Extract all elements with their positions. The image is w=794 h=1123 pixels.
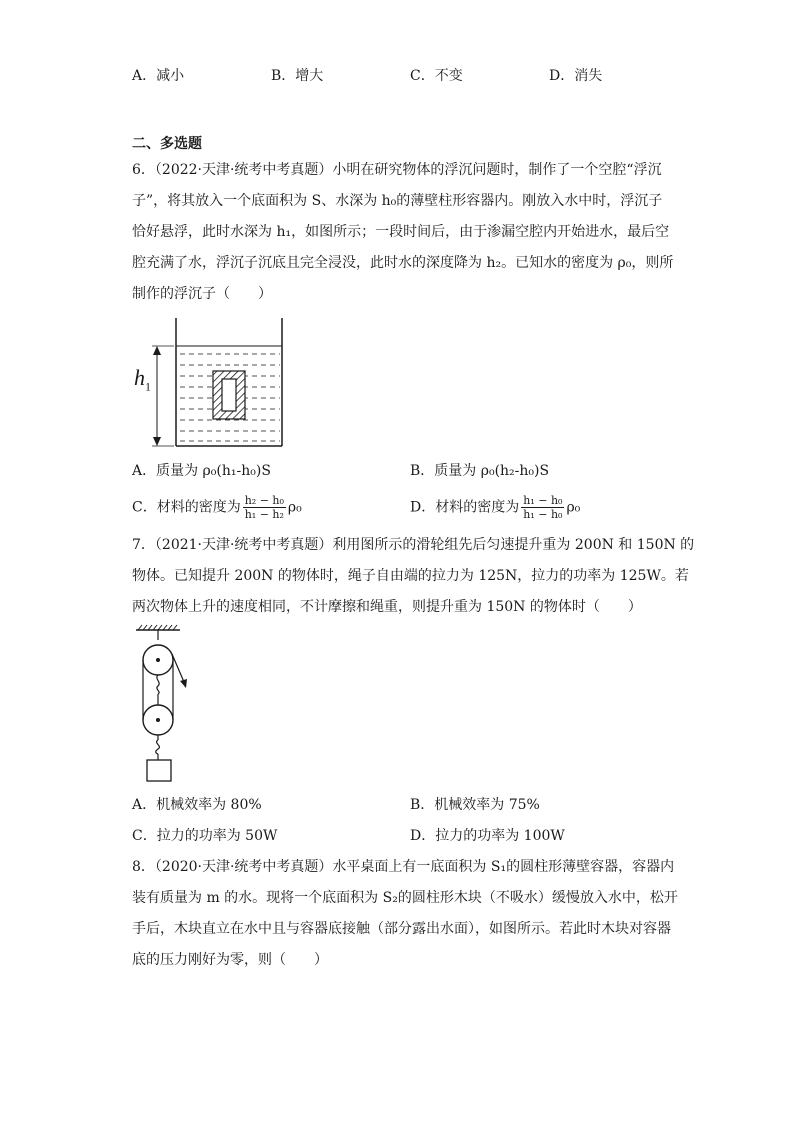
q8-line-2: 装有质量为 m 的水。现将一个底面积为 S₂的圆柱形木块（不吸水）缓慢放入水中，松开 <box>132 890 678 906</box>
q6-line-1: 6．（2022·天津·统考中考真题）小明在研究物体的浮沉问题时，制作了一个空腔“浮沉 <box>132 162 662 178</box>
q6-option-d-prefix: D．材料的密度为 <box>410 499 520 516</box>
q7-line-1: 7．（2021·天津·统考中考真题）利用图所示的滑轮组先后匀速提升重为 200N 和 150N 的 <box>132 537 695 553</box>
q7-option-b: B．机械效率为 75% <box>410 797 540 813</box>
q6-option-a: A．质量为 ρ₀(h₁-h₀)S <box>132 463 271 479</box>
q5-option-d: D．消失 <box>549 68 603 84</box>
q6-line-4: 腔充满了水，浮沉子沉底且完全浸没，此时水的深度降为 h₂。已知水的密度为 ρ₀，则所 <box>132 255 674 271</box>
q5-option-c: C．不变 <box>410 68 463 84</box>
q6-line-2: 子”，将其放入一个底面积为 S、水深为 h₀的薄壁柱形容器内。刚放入水中时，浮沉子 <box>132 193 663 209</box>
q6-option-b: B．质量为 ρ₀(h₂-h₀)S <box>410 463 550 479</box>
q5-option-a: A．减小 <box>132 68 185 84</box>
q7-line-3: 两次物体上升的速度相同，不计摩擦和绳重，则提升重为 150N 的物体时（ ） <box>132 599 642 615</box>
q8-line-3: 手后，木块直立在水中且与容器底接触（部分露出水面），如图所示。若此时木块对容器 <box>132 921 671 937</box>
q6-option-c-suffix: ρ₀ <box>287 499 302 516</box>
q6-line-5: 制作的浮沉子（ ） <box>132 286 272 302</box>
q7-option-a: A．机械效率为 80% <box>132 797 262 813</box>
q5-option-b: B．增大 <box>271 68 324 84</box>
q7-line-2: 物体。已知提升 200N 的物体时，绳子自由端的拉力为 125N，拉力的功率为 125W。若 <box>132 568 689 584</box>
q6-option-c-numerator: h₂ − h₀ <box>244 494 284 507</box>
q7-pulley-figure <box>128 624 202 784</box>
q6-option-d-numerator: h₁ − h₀ <box>523 494 563 507</box>
q6-option-c-fraction <box>243 494 286 521</box>
q6-option-d <box>410 494 580 521</box>
section-title: 二、多选题 <box>132 136 202 152</box>
q6-container-figure <box>130 316 290 450</box>
q6-option-c-denominator: h₁ − h₂ <box>244 508 284 521</box>
q6-option-d-denominator: h₁ − h₀ <box>523 508 563 521</box>
q6-option-d-suffix: ρ₀ <box>566 499 581 516</box>
q6-line-3: 恰好悬浮，此时水深为 h₁，如图所示；一段时间后，由于渗漏空腔内开始进水，最后空 <box>132 224 670 240</box>
q8-line-4: 底的压力刚好为零，则（ ） <box>132 952 328 968</box>
q7-option-c: C．拉力的功率为 50W <box>132 828 278 844</box>
q6-option-c <box>132 494 302 521</box>
q6-option-d-fraction <box>521 494 564 521</box>
q6-option-c-prefix: C．材料的密度为 <box>132 499 241 516</box>
q8-line-1: 8．（2020·天津·统考中考真题）水平桌面上有一底面积为 S₁的圆柱形薄壁容器，容器内 <box>132 859 675 875</box>
q7-option-d: D．拉力的功率为 100W <box>410 828 565 844</box>
q6-figure-label: $h_1$ <box>134 366 151 398</box>
